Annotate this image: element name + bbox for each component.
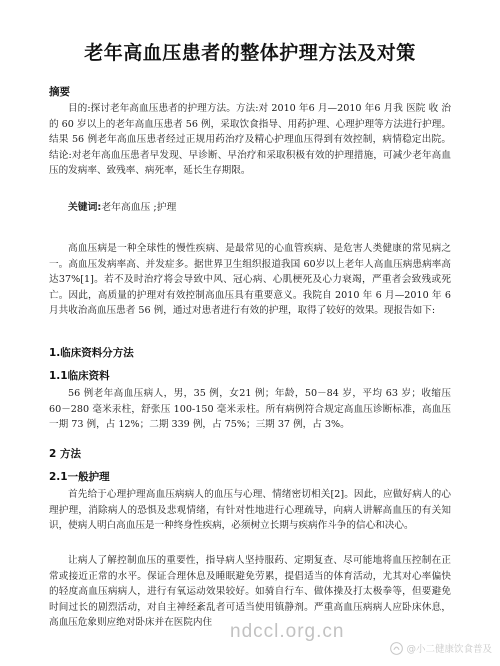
clinical-data-paragraph: 56 例老年高血压病人，男，35 例，女21 例；年龄，50－84 岁，平均 63 岁；收缩压 60－280 毫米汞柱，舒张压 100-150 毫米汞柱。所有病例符合规定高血压诊断标准，高血压一期 73 例，占 12%；二期 339 例，占 75%；三期 37 例，占 3%。 — [49, 388, 451, 431]
section1-1-heading: 1.1临床资料 — [49, 370, 110, 382]
abstract-heading: 摘要 — [49, 86, 70, 98]
account-logo-icon — [390, 642, 403, 655]
abstract-body: 目的:探讨老年高血压患者的护理方法。方法:对 2010 年6 月—2010 年6 月我 医院 收 治 的 60 岁以上的老年高血压患者 56 例，采取饮食指导、用药护理、心理护理等方法进行护理。结果 56 例老年高血压患者经过正规用药治疗及精心护理血压得到有效控制，病情稳定出院。结论:对老年高血压患者早发现、早诊断、早治疗和采取积极有效的护理措施，可减少老年高血压的发病率、致残率、病死率，延长生存期限。 — [49, 103, 451, 177]
section2-heading: 2 方法 — [49, 448, 81, 460]
watermark-site: ndccl.org.cn — [230, 621, 345, 642]
intro-paragraph: 高血压病是一种全球性的慢性疾病、是最常见的心血管疾病、是危害人类健康的常见病之一。高血压发病率高、并发症多。据世界卫生组织报道我国 60岁以上老年人高血压病患病率高达37%[1]。若不及时治疗将会导致中风、冠心病、心肌梗死及心力衰竭，严重者会致残或死亡。因此，高质量的护理对有效控制高血压具有重要意义。我院自 2010 年 6 月—2010 年 6 月共收治高血压患者 56 例，通过对患者进行有效的护理，取得了较好的效果。现报告如下: — [49, 243, 451, 317]
keywords-text: 老年高血压 ;护理 — [101, 202, 177, 213]
watermark-account-text: @小二健康饮食普及 — [406, 644, 492, 655]
watermark-account — [390, 641, 492, 655]
keywords-line — [49, 200, 451, 216]
general-care-paragraph-2: 让病人了解控制血压的重要性，指导病人坚持服药、定期复查、尽可能地将血压控制在正常或接近正常的水平。保证合理休息及睡眠避免劳累，提倡适当的体育活动，尤其对心率偏快的轻度高血压病病人，进行有氧运动效果较好。如骑自行车、做体操及打太极拳等，但要避免时间过长的剧烈活动，对自主神经紊乱者可适当使用镇静剂。严重高血压病病人应卧床休息，高血压危象则应绝对卧床并在医院内住 — [49, 555, 451, 629]
section1-heading: 1.临床资料分方法 — [49, 347, 134, 359]
keywords-label: 关键词: — [68, 202, 102, 213]
section2-1-heading: 2.1一般护理 — [49, 471, 110, 483]
general-care-paragraph-1: 首先给于心理护理高血压病病人的血压与心理、情绪密切相关[2]。因此，应做好病人的心理护理，消除病人的恐惧及悲观情绪，有针对性地进行心理疏导，向病人讲解高血压的有关知识，使病人明白高血压是一种终身性疾病，必须树立长期与疾病作斗争的信心和决心。 — [49, 489, 451, 532]
document-title: 老年高血压患者的整体护理方法及对策 — [84, 42, 416, 64]
